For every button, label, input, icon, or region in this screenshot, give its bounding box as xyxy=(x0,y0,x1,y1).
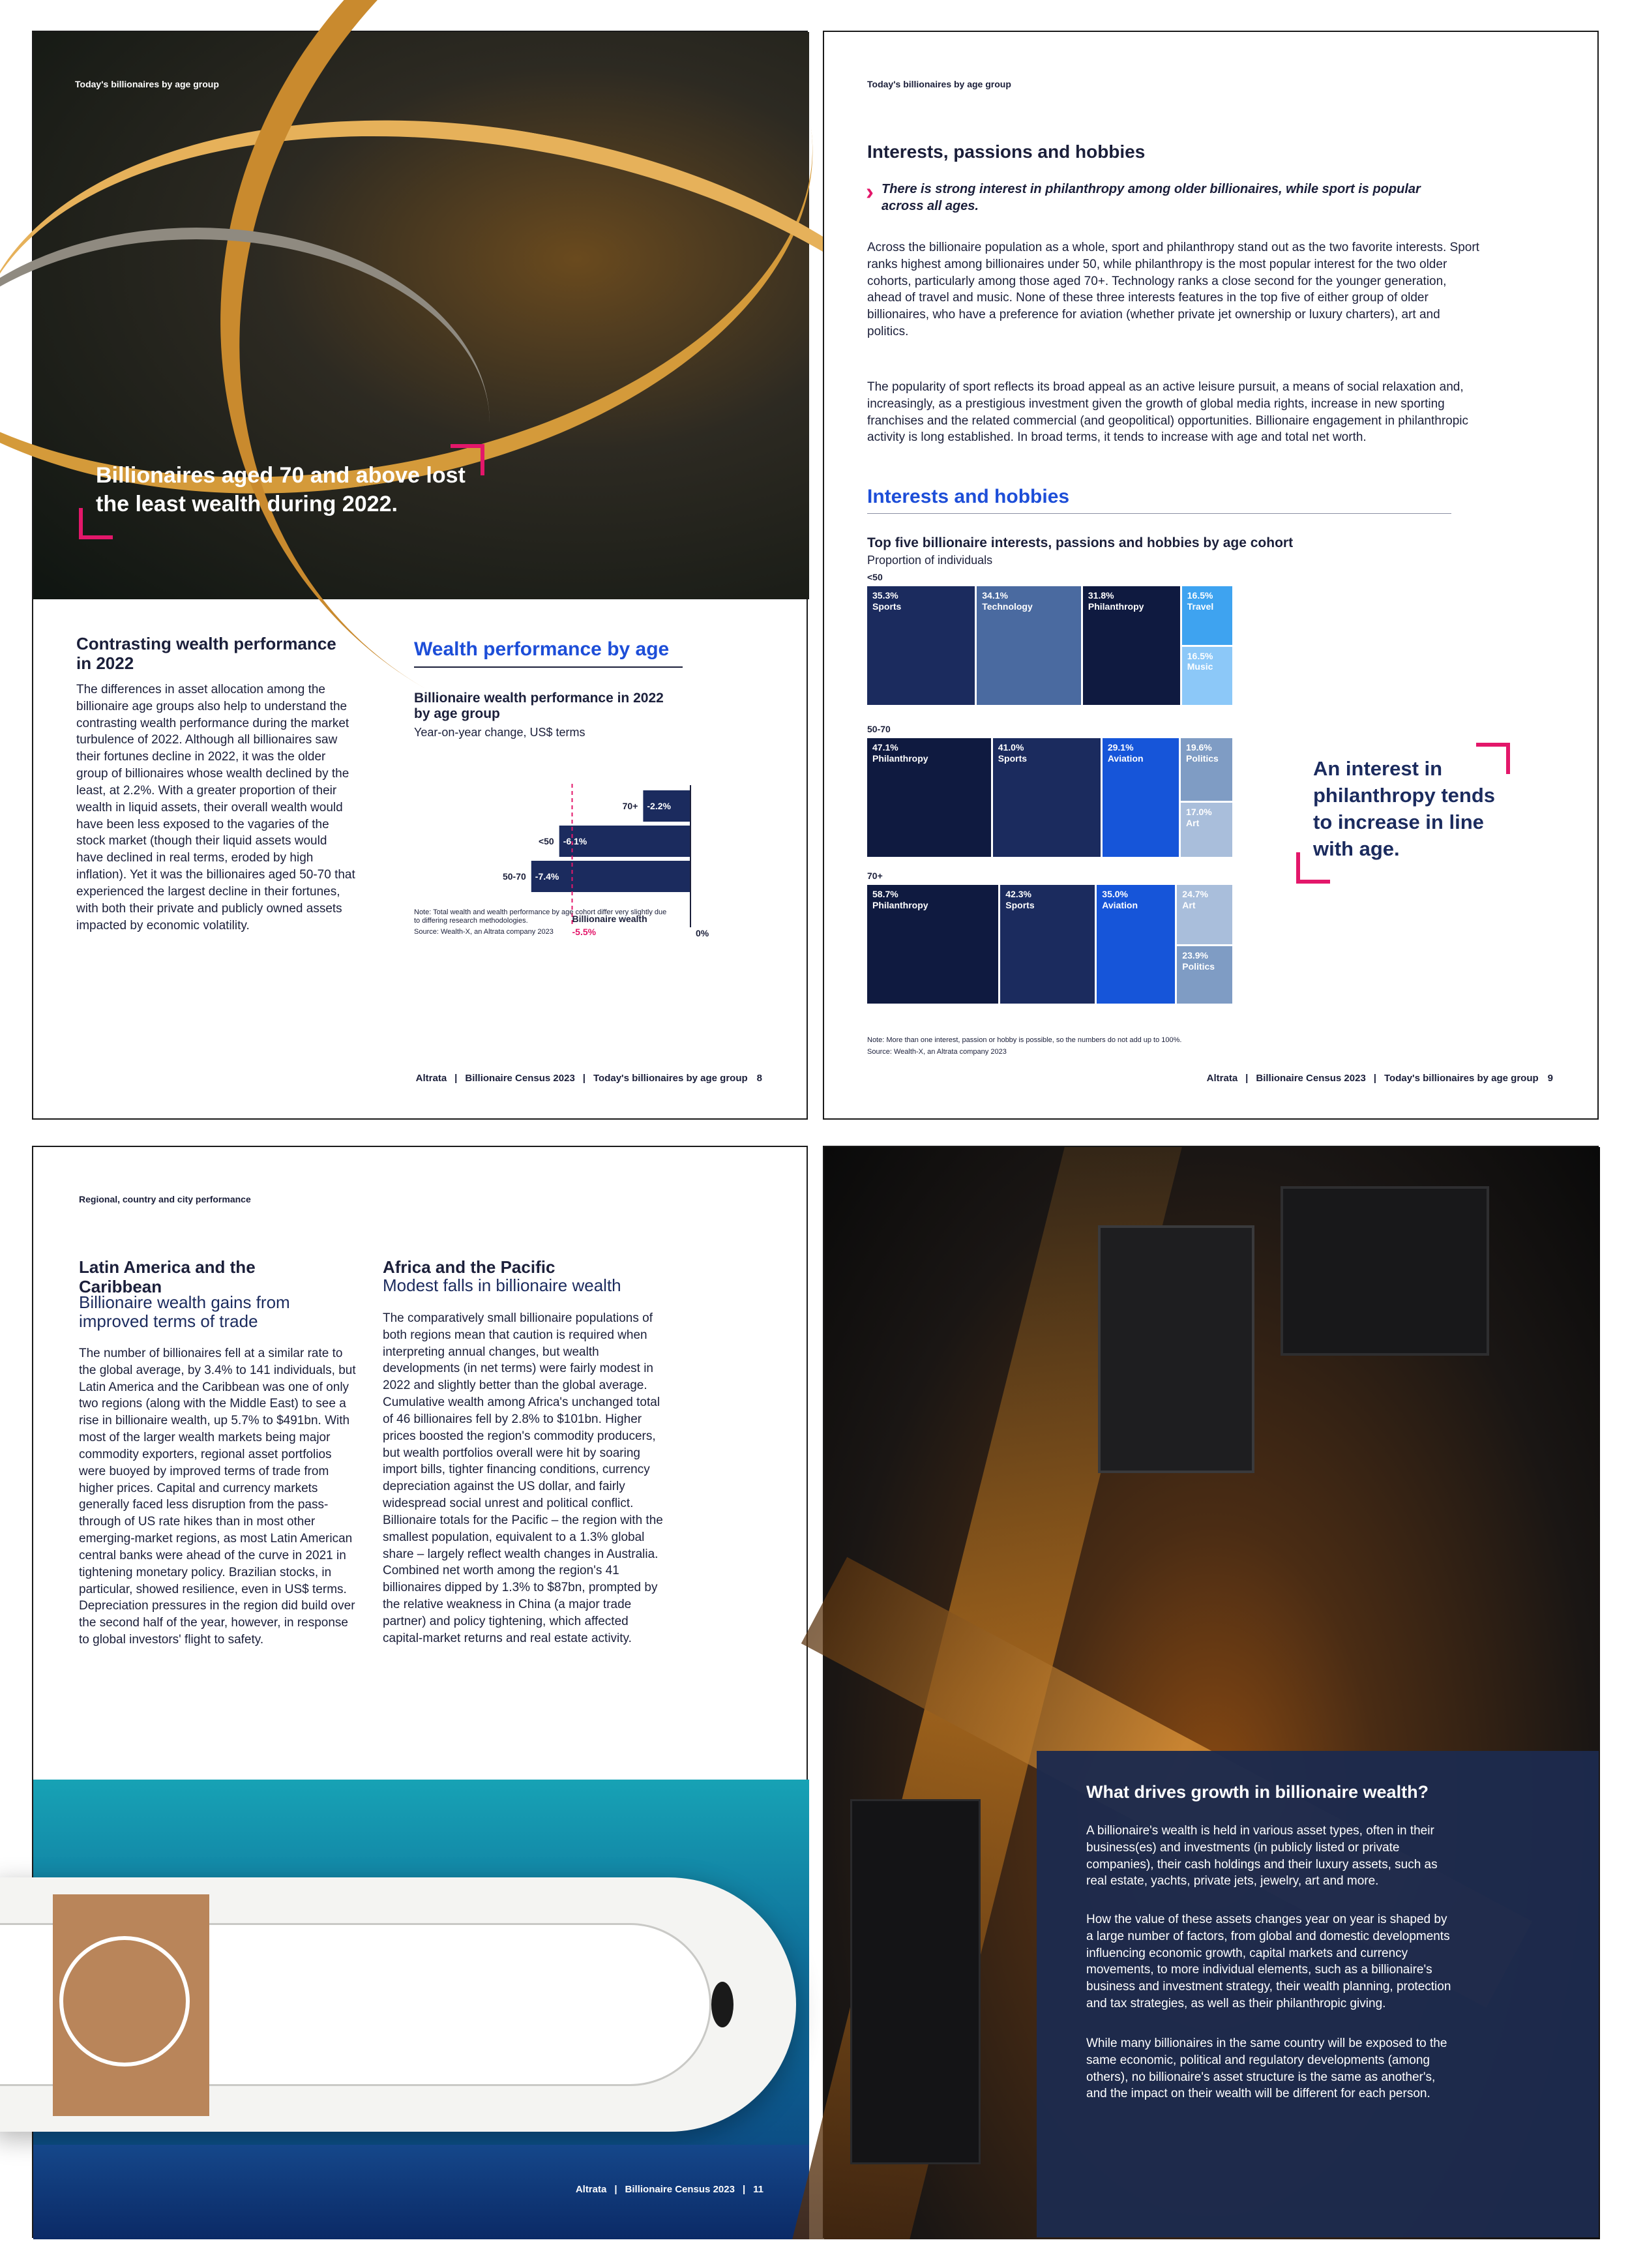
treemap-cell-label: Politics xyxy=(1186,753,1219,764)
section-heading: Contrasting wealth performance in 2022 xyxy=(76,634,336,673)
bar-value-label: -2.2% xyxy=(647,801,671,811)
quote-bracket-bottom xyxy=(1296,852,1330,884)
footer-section: Today's billionaires by age group xyxy=(593,1073,748,1084)
chart-rule xyxy=(414,666,683,668)
treemap-cell-value: 16.5% xyxy=(1187,650,1213,661)
hero-quote: Billionaires aged 70 and above lost the least wealth during 2022. xyxy=(96,463,466,517)
page-11 xyxy=(32,1146,808,2238)
chart-source: Source: Wealth-X, an Altrata company 2023 xyxy=(867,1048,1007,1056)
treemap-cell xyxy=(1181,803,1232,857)
section-label: Regional, country and city performance xyxy=(79,1194,251,1204)
chart-note: Note: Total wealth and wealth performance by age cohort differ very slightly due to differing research methodologies. xyxy=(414,908,667,925)
treemap-cell xyxy=(867,885,998,1004)
treemap-cell xyxy=(1083,586,1180,705)
treemap-cell xyxy=(1177,946,1232,1004)
category-label: 50-70 xyxy=(502,871,526,882)
treemap-cell xyxy=(977,586,1081,705)
highway-photo xyxy=(33,32,809,599)
treemap-cell xyxy=(867,738,991,857)
africa-pacific-body: The comparatively small billionaire populations of both regions mean that caution is required when interpreting annual changes, but wealth developments (in net terms) were fairly modest in 2022 and slightly better than the global average. Cumulative wealth among Africa's unchanged total of 46 billionaires fell by 2.8% to $101bn. Higher prices boosted the region's commodity producers, but wealth portfolios overall were hit by soaring import bills, tighter financing conditions, currency depreciation against the US dollar, and fairly widespread social unrest and political conflict. Billionaire totals for the Pacific – the region with the smallest population, equivalent to a 1.3% global share – largely reflect wealth changes in Australia. Combined net worth among the region's 41 billionaires dipped by 1.3% to $87bn, prompted by the relative weakness in China (a major trade partner) and policy tightening, which affected capital-market returns and real estate activity. xyxy=(383,1311,663,1645)
treemap-cell-label: Philanthropy xyxy=(1088,601,1144,612)
page-9 xyxy=(823,31,1599,1120)
chart-heading: Wealth performance by age xyxy=(414,638,670,660)
treemap-cell-label: Philanthropy xyxy=(872,899,928,910)
page-12 xyxy=(823,1146,1599,2238)
chart-unit: Proportion of individuals xyxy=(867,554,993,567)
treemap-cell xyxy=(1097,885,1175,1004)
page-heading: Interests, passions and hobbies xyxy=(867,142,1146,162)
chart-rule xyxy=(867,513,1451,514)
treemap-cell-label: Aviation xyxy=(1107,753,1144,764)
treemap-cell-label: Sports xyxy=(872,601,902,612)
page-footer: Altrata | Billionaire Census 2023 | Today's billionaires by age group 8 xyxy=(415,1073,762,1084)
treemap-cell xyxy=(993,738,1101,857)
latam-heading: Latin America and the Caribbean xyxy=(79,1257,256,1296)
treemap-cell xyxy=(1103,738,1179,857)
building-roof xyxy=(850,1799,981,2164)
treemap-cell-value: 16.5% xyxy=(1187,590,1213,601)
chart-source: Source: Wealth-X, an Altrata company 2023 xyxy=(414,928,554,936)
cohort-label: 50-70 xyxy=(867,724,891,734)
treemap-cell-value: 35.0% xyxy=(1102,889,1128,899)
treemap-cell-label: Sports xyxy=(1005,899,1035,910)
treemap-cell-value: 58.7% xyxy=(872,889,898,899)
treemap-cell-label: Aviation xyxy=(1102,899,1138,910)
cohort-label: <50 xyxy=(867,572,883,582)
helipad-circle xyxy=(59,1936,190,2067)
treemap-cell-value: 41.0% xyxy=(998,742,1024,753)
box-paragraph-2: How the value of these assets changes year on year is shaped by a large number of factors, from global and domestic developments influencing economic growth, capital markets and currency movements, to more individual elements, such as a billionaire's business and investment strategy, their wealth planning, protection and tax strategies, as well as their philanthropic giving. xyxy=(1086,1913,1451,2011)
footer-report: Billionaire Census 2023 xyxy=(465,1073,575,1084)
treemap-cell-label: Philanthropy xyxy=(872,753,928,764)
treemap-cell-label: Technology xyxy=(982,601,1033,612)
chart-heading: Interests and hobbies xyxy=(867,486,1070,507)
page-number: 11 xyxy=(753,2184,763,2195)
box-paragraph-3: While many billionaires in the same country will be exposed to the same economic, political and regulatory developments (among others), no billionaire's asset structure is the same as another's, and the impact on their wealth will be different for each person. xyxy=(1086,2037,1447,2101)
treemap-cell xyxy=(1000,885,1095,1004)
building-roof xyxy=(1098,1225,1254,1473)
treemap-cell-label: Travel xyxy=(1187,601,1214,612)
treemap-cell-value: 35.3% xyxy=(872,590,898,601)
reference-value: -5.5% xyxy=(572,927,597,937)
bar-value-label: -7.4% xyxy=(535,871,559,882)
footer-brand: Altrata xyxy=(575,2184,607,2195)
quote-bracket-bottom xyxy=(79,508,113,539)
reference-label: Billionaire wealth xyxy=(572,914,647,924)
treemap-cell-value: 17.0% xyxy=(1186,806,1212,817)
section-label: Today's billionaires by age group xyxy=(75,79,219,89)
body-text: The differences in asset allocation among the billionaire age groups also help to understand the contrasting wealth performance during the market turbulence of 2022. Although all billionaires saw their fortunes decline in 2022, it was the older group of billionaires whose wealth declined by the least, at 2.2%. With a greater proportion of their wealth in liquid assets, their overall wealth would have been less exposed to the vagaries of the stock market (though their liquid assets would have declined in real terms, eroded by high inflation). Yet it was the billionaires aged 50-70 that experienced the largest decline in their fortunes, with both their private and publicly owned assets impacted by economic volatility. xyxy=(76,683,355,933)
body-paragraph-1: Across the billionaire population as a whole, sport and philanthropy stand out as the two favorite interests. Sport ranks highest among billionaires under 50, while philanthropy is the most popular interest for the two older cohorts, particularly among those aged 70+. Technology ranks a close second for the younger generation, ahead of travel and music. None of these three interests features in the top five of either group of older billionaires, who have a preference for aviation (whether private jet ownership or luxury charters), art and politics. xyxy=(867,241,1479,339)
africa-pacific-subheading: Modest falls in billionaire wealth xyxy=(383,1276,621,1295)
latam-subheading: Billionaire wealth gains from improved terms of trade xyxy=(79,1292,290,1331)
page-number: 9 xyxy=(1547,1073,1553,1084)
treemap-cell-value: 42.3% xyxy=(1005,889,1031,899)
treemap-cell xyxy=(1182,586,1232,645)
page-8 xyxy=(32,31,808,1120)
footer-brand: Altrata xyxy=(415,1073,447,1084)
chart-subtitle: Top five billionaire interests, passions and hobbies by age cohort xyxy=(867,535,1294,550)
body-paragraph-2: The popularity of sport reflects its broad appeal as an active leisure pursuit, a means of social relaxation and, increasingly, as a prestigious investment given the growth of global media rights, increase in new sporting franchises and the related commercial (and geopolitical) opportunities. Billionaire engagement in philanthropic activity is long established. In broad terms, it tends to increase with age and total net worth. xyxy=(867,380,1469,445)
chevron-icon: › xyxy=(866,178,874,205)
footer-report: Billionaire Census 2023 xyxy=(1256,1073,1366,1084)
treemap-cell-value: 19.6% xyxy=(1186,742,1212,753)
treemap-cell-label: Sports xyxy=(998,753,1028,764)
treemap-cell-value: 47.1% xyxy=(872,742,898,753)
treemap-cell-label: Music xyxy=(1187,661,1213,672)
latam-body: The number of billionaires fell at a similar rate to the global average, by 3.4% to 141 individuals, but Latin America and the Caribbean was one of only two regions (along with the Middle East) to see a rise in billionaire wealth, up 5.7% to $491bn. With most of the larger wealth markets being major commodity exporters, regional asset portfolios were buoyed by improved terms of trade from higher prices. Capital and currency markets generally faced less disruption from the pass-through of US rate hikes than in most other emerging-market regions, as most Latin American central banks were ahead of the curve in 2021 in tightening monetary policy. Brazilian stocks, in particular, showed resilience, even in US$ terms. Depreciation pressures in the region did build over the second half of the year, however, in response to global investors' flight to safety. xyxy=(79,1347,356,1647)
footer-brand: Altrata xyxy=(1206,1073,1238,1084)
treemap-cell-value: 24.7% xyxy=(1182,889,1208,899)
treemap-cell xyxy=(867,586,975,705)
zero-label: 0% xyxy=(696,928,709,938)
box-paragraph-1: A billionaire's wealth is held in various asset types, often in their business(es) and investments (in publicly listed or private companies), their cash holdings and their luxury assets, such as real estate, yachts, private jets, jewelry, art and more. xyxy=(1086,1824,1438,1888)
treemap-cell-label: Art xyxy=(1186,817,1200,828)
interests-treemap xyxy=(867,572,1245,1056)
category-label: <50 xyxy=(538,836,554,846)
pull-quote: There is strong interest in philanthropy among older billionaires, while sport is popular across all ages. xyxy=(882,182,1421,213)
footer-report: Billionaire Census 2023 xyxy=(625,2184,735,2195)
bar-value-label: -6.1% xyxy=(563,836,587,846)
chart-subtitle: Billionaire wealth performance in 2022 by age group xyxy=(414,691,664,722)
treemap-cell-label: Politics xyxy=(1182,961,1215,972)
yacht-photo xyxy=(33,1780,809,2239)
chart-unit: Year-on-year change, US$ terms xyxy=(414,726,585,739)
section-label: Today's billionaires by age group xyxy=(867,79,1011,89)
treemap-cell-value: 34.1% xyxy=(982,590,1008,601)
treemap-cell-value: 29.1% xyxy=(1107,742,1134,753)
chart-note: Note: More than one interest, passion or hobby is possible, so the numbers do not add up to 100%. xyxy=(867,1036,1182,1044)
cohort-label: 70+ xyxy=(867,871,883,881)
treemap-cell-label: Art xyxy=(1182,899,1196,910)
treemap-cell-value: 23.9% xyxy=(1182,949,1208,961)
page-footer: Altrata | Billionaire Census 2023 | 11 xyxy=(575,2184,763,2195)
treemap-cell xyxy=(1181,738,1232,801)
page-number: 8 xyxy=(756,1073,762,1084)
footer-section: Today's billionaires by age group xyxy=(1384,1073,1539,1084)
building-roof xyxy=(1281,1186,1489,1356)
yacht-window xyxy=(711,1982,734,2027)
page-footer: Altrata | Billionaire Census 2023 | Today's billionaires by age group 9 xyxy=(1206,1073,1553,1084)
side-quote: An interest in philanthropy tends to increase in line with age. xyxy=(1313,757,1495,860)
box-heading: What drives growth in billionaire wealth? xyxy=(1086,1782,1429,1802)
africa-pacific-heading: Africa and the Pacific xyxy=(383,1257,556,1277)
treemap-cell xyxy=(1182,647,1232,706)
category-label: 70+ xyxy=(622,801,638,811)
treemap-cell-value: 31.8% xyxy=(1088,590,1114,601)
treemap-cell xyxy=(1177,885,1232,944)
